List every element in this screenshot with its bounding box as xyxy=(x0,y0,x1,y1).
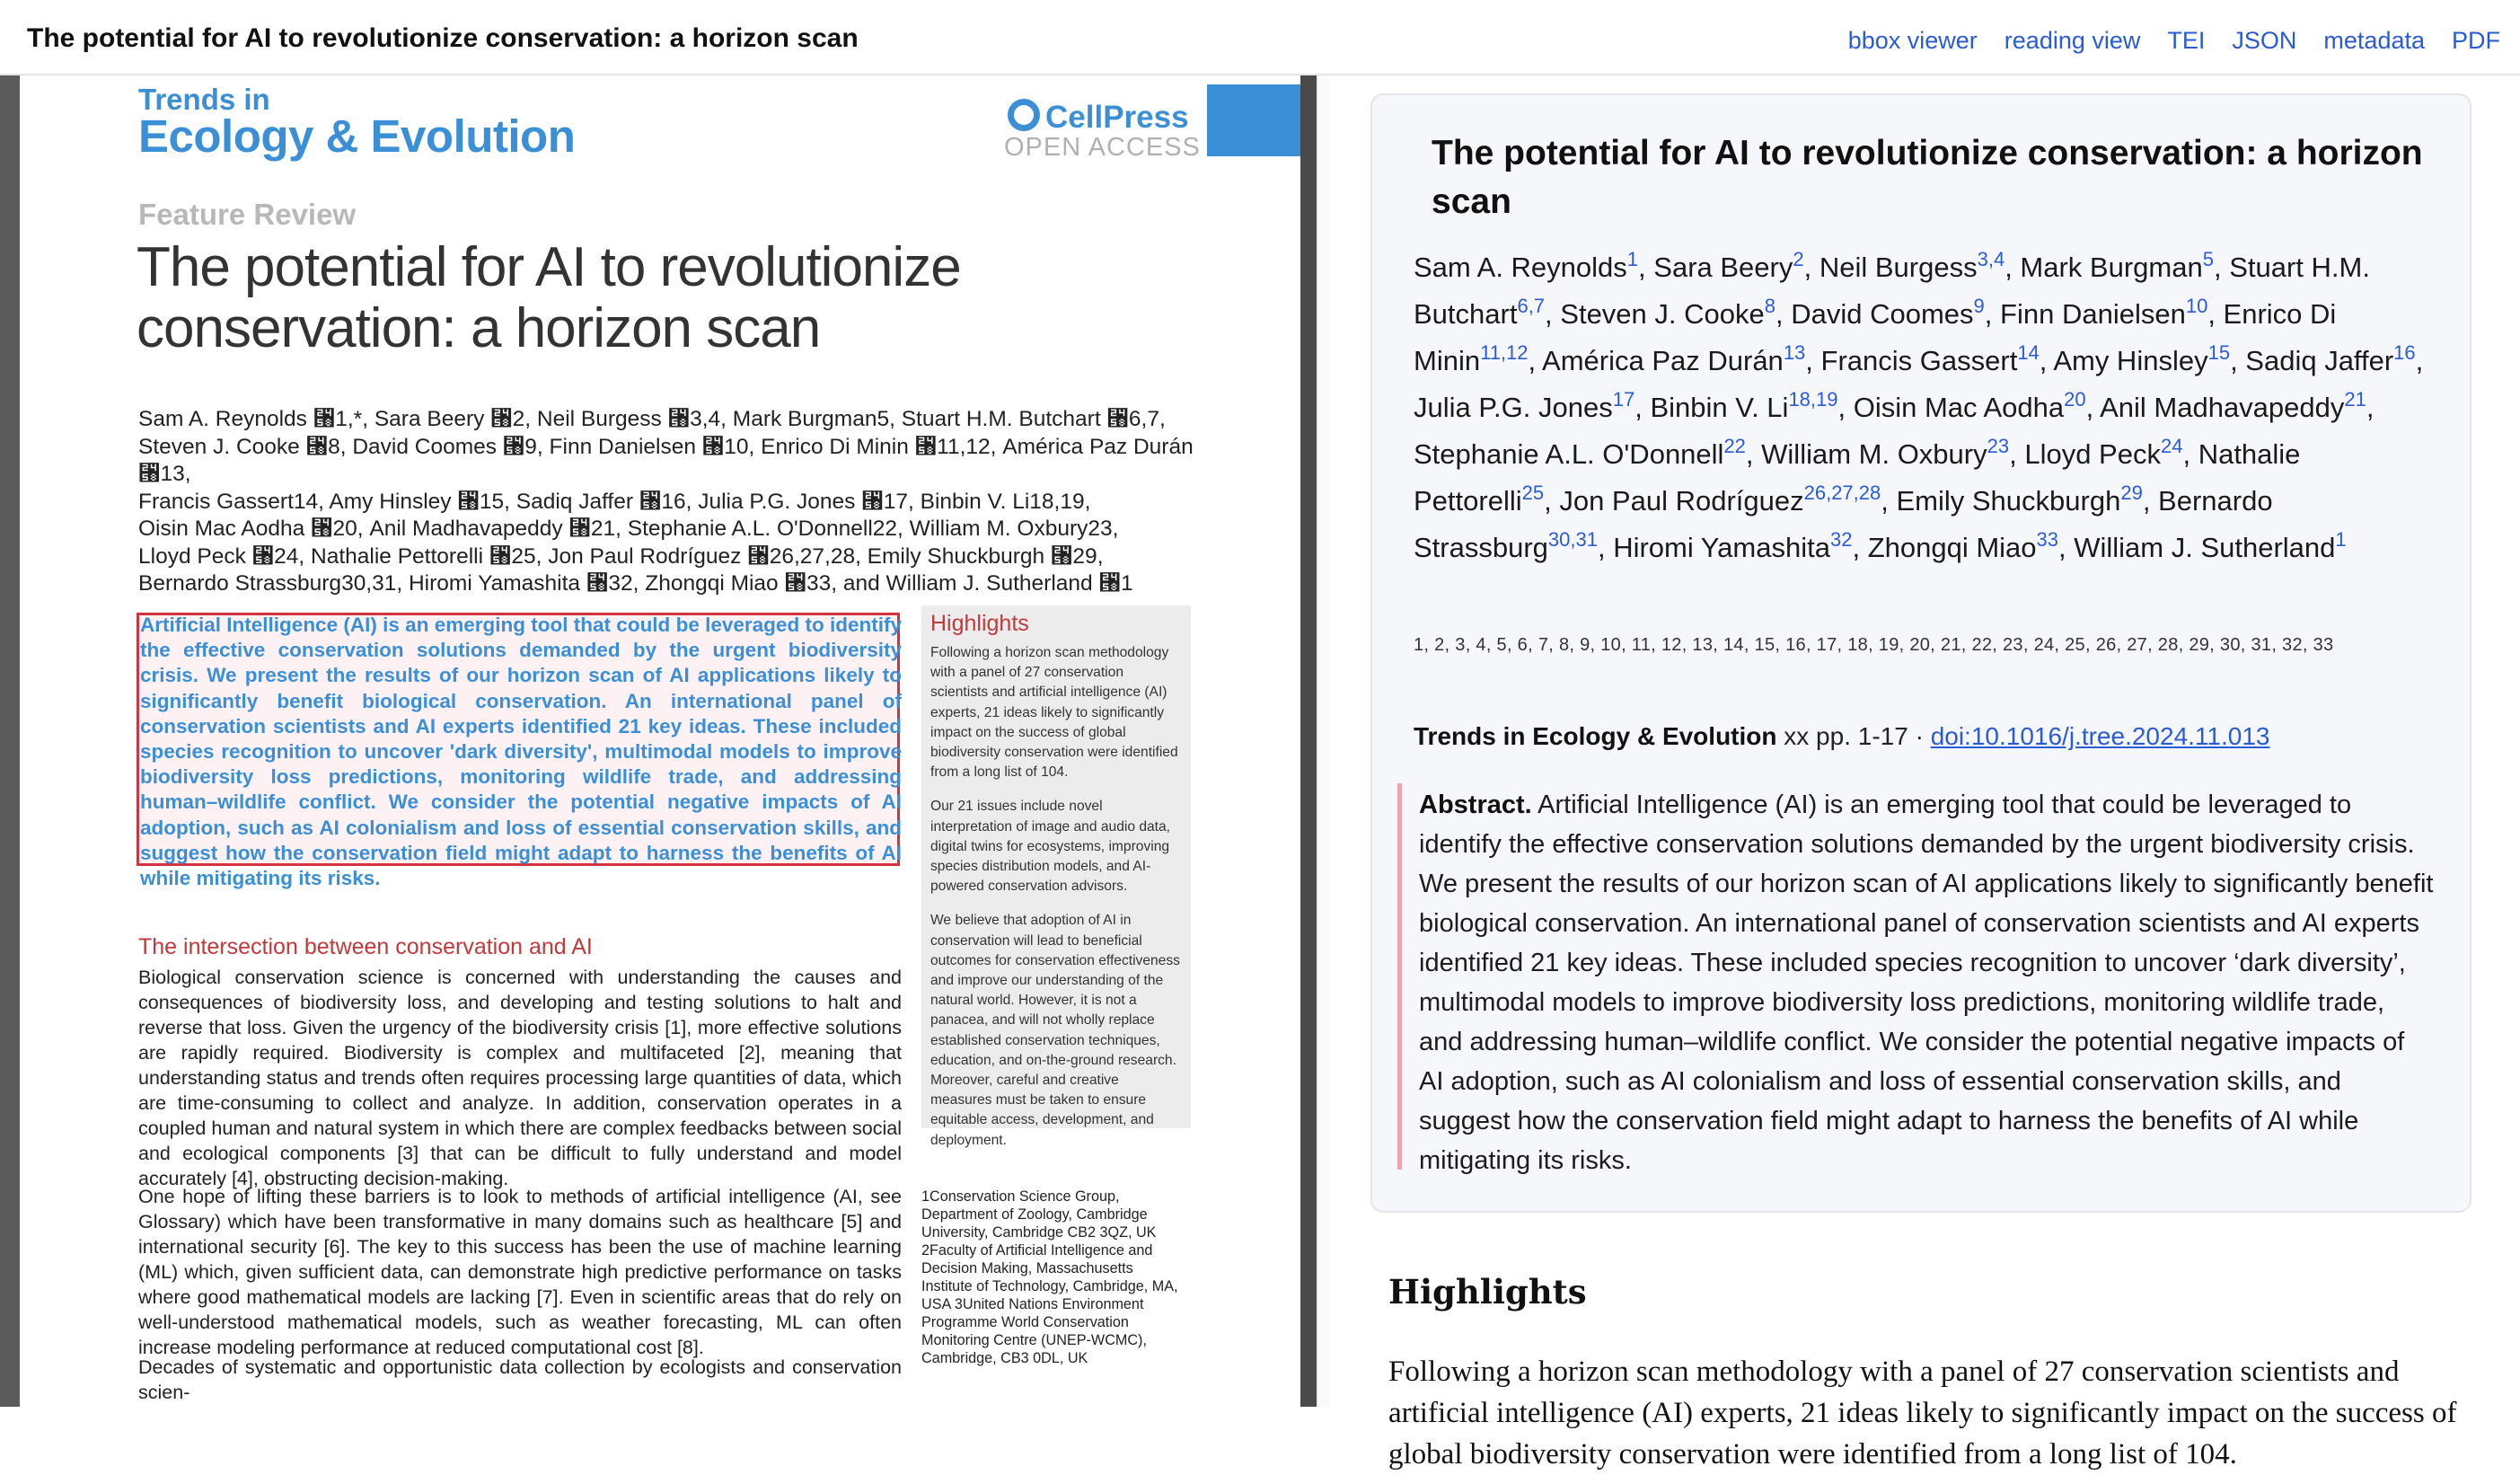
author-line: Sam A. Reynolds ⑘1,*, Sara Beery ⑘2, Neil Burgess ⑘3,4, Mark Burgman5, Stuart H.M. Butchart ⑘6,7, xyxy=(138,407,1166,431)
author-name: Stephanie A.L. O'Donnell xyxy=(1414,438,1724,470)
doi-link[interactable]: doi:10.1016/j.tree.2024.11.013 xyxy=(1930,722,2270,750)
affiliation-ref[interactable]: 33 xyxy=(2036,528,2059,551)
affiliation-ref[interactable]: 18,19 xyxy=(1788,388,1838,411)
pdf-margin-left xyxy=(0,75,20,1407)
author-line: Francis Gassert14, Amy Hinsley ⑘15, Sadiq Jaffer ⑘16, Julia P.G. Jones ⑘17, Binbin V. Li18,19, xyxy=(138,489,1091,514)
author-entry xyxy=(1613,528,1853,563)
pdf-affiliations: 1Conservation Science Group, Department of Zoology, Cambridge University, Cambridge CB2 3QZ, UK 2Faculty of Artificial Intelligence and Decision Making, Massachusetts Institute of Technology, Cambridge, MA, USA 3United Nations Environment Programme World Conservation Monitoring Centre (UNEP-WCMC), Cambridge, CB3 0DL, UK xyxy=(921,1188,1178,1366)
author-name: Zhongqi Miao xyxy=(1867,532,2037,563)
affiliation-ref[interactable]: 25 xyxy=(1521,481,1545,504)
author-entry xyxy=(1653,248,1804,283)
author-line: Lloyd Peck ⑘24, Nathalie Pettorelli ⑘25, Jon Paul Rodríguez ⑘26,27,28, Emily Shuckburgh ⑘29, xyxy=(138,543,1104,569)
json-link[interactable]: JSON xyxy=(2232,27,2297,54)
author-entry xyxy=(1867,528,2059,563)
page-range: xx pp. 1-17 · xyxy=(1784,722,1924,750)
source-line xyxy=(1414,722,2269,751)
author-entry xyxy=(2245,341,2416,376)
author-entry xyxy=(1791,295,1985,330)
author-entry xyxy=(1414,248,1639,283)
author-name: Binbin V. Li xyxy=(1650,392,1789,423)
affiliation-ref[interactable]: 20 xyxy=(2064,388,2086,411)
body-paragraph-2: One hope of lifting these barriers is to look to methods of artificial intelligence (AI, see Glossary) which have been transformative in many domains such as healthcare [5] and international security [6]. The key to this success has been the use of machine learning (ML) which, given sufficient data, can demonstrate high predictive performance on tasks where good mathematical models are lacking [7]. Even in scientific areas that do rely on well-understood mathematical models, such as weather forecasting, ML can often increase modeling performance at reduced computational cost [8]. xyxy=(138,1186,902,1358)
journal-color-block xyxy=(1207,84,1300,156)
affiliation-ref[interactable]: 30,31 xyxy=(1547,528,1598,551)
affiliation-ref[interactable]: 32 xyxy=(1829,528,1853,551)
affiliation-ref[interactable]: 1 xyxy=(1626,248,1639,270)
document-title: The potential for AI to revolutionize conservation: a horizon scan xyxy=(27,23,859,53)
author-entry xyxy=(2024,435,2183,470)
affiliation-ref[interactable]: 6,7 xyxy=(1517,295,1546,317)
tei-link[interactable]: TEI xyxy=(2167,27,2206,54)
affiliation-ref[interactable]: 3,4 xyxy=(1977,248,2005,270)
author-name: América Paz Durán xyxy=(1542,345,1784,376)
journal-name-small: Trends in xyxy=(138,83,270,116)
pdf-page xyxy=(20,75,1300,1407)
pdf-link[interactable]: PDF xyxy=(2452,27,2500,54)
affiliation-ref[interactable]: 9 xyxy=(1973,295,1985,317)
author-name: Lloyd Peck xyxy=(2024,438,2161,470)
author-name: Mark Burgman xyxy=(2020,252,2203,283)
affiliation-ref[interactable]: 24 xyxy=(2160,435,2183,457)
affiliation-ref[interactable]: 8 xyxy=(1764,295,1775,317)
author-entry xyxy=(1820,341,2040,376)
author-entry xyxy=(1650,388,1838,423)
pdf-viewer-pane[interactable] xyxy=(0,75,1317,1407)
body-paragraph-3: Decades of systematic and opportunistic data collection by ecologists and conservation scien- xyxy=(138,1356,902,1403)
affiliation-ref[interactable]: 16 xyxy=(2393,341,2416,364)
author-entry xyxy=(2053,341,2231,376)
author-name: Jon Paul Rodríguez xyxy=(1559,485,1804,517)
author-name: Sadiq Jaffer xyxy=(2245,345,2394,376)
affiliation-ref[interactable]: 29 xyxy=(2120,481,2143,504)
reading-view-pane[interactable] xyxy=(1329,75,2520,1471)
highlights-heading: Highlights xyxy=(1388,1272,1587,1312)
reading-author-list: Sam A. Reynolds$^1$, Sara Beery$^2$, Neil Burgess$^{3,4}$, Mark Burgman$^5$, Stuart H.M. Butchart$^{6,7}$, Steven J. Cooke$^8$, David Coomes$^9$, Finn Danielsen$^{10}$, Enrico Di Minin$^{11,12}$, América Paz Durán$^{13}$, Francis Gassert$^{14}$, Amy Hinsley$^{15}$, Sadiq Jaffer$^{16}$, Julia P.G. Jones$^{17}$, Binbin V. Li$^{18,19}$, Oisin Mac Aodha$^{20}$, Anil Madhavapeddy$^{21}$, Stephanie A.L. O'Donnell$^{22}$, William M. Oxbury$^{23}$, Lloyd Peck$^{24}$, Nathalie Pettorelli$^{25}$, Jon Paul Rodríguez$^{26,27,28}$, Emily Shuckburgh$^{29}$, Bernardo Strassburg$^{30,31}$, Hiromi Yamashita$^{32}$, Zhongqi Miao$^{33}$, William J. Sutherland$^1$ xyxy=(1414,248,2424,563)
pane-divider[interactable] xyxy=(1317,75,1329,1407)
body-paragraph-1: Biological conservation science is concerned with understanding the causes and consequences of biodiversity loss, and developing and testing solutions to halt and reverse that loss. Given the urgency of the biodiversity crisis [1], more effective solutions are rapidly required. Biodiversity is complex and multifaceted [2], meaning that understanding status and trends often requires processing large quantities of data, which are time-consuming to collect and analyze. In addition, conservation operates in a coupled human and natural system in which there are complex feedbacks between social and ecological components [3] that can be difficult to fully understand and model accurately [4], obstructing decision-making. xyxy=(138,967,902,1189)
abstract-label: Abstract. xyxy=(1419,790,1532,819)
author-name: William J. Sutherland xyxy=(2074,532,2336,563)
open-access-label: OPEN ACCESS xyxy=(1004,133,1201,162)
affiliation-ref[interactable]: 13 xyxy=(1783,341,1806,364)
author-name: Enrico Di Minin xyxy=(1414,298,2337,376)
section-heading: The intersection between conservation and AI xyxy=(138,934,593,959)
view-links xyxy=(1848,27,2500,55)
top-bar xyxy=(0,0,2520,75)
highlight-paragraph: Following a horizon scan methodology with a panel of 27 conservation scientists and artificial intelligence (AI) experts, 21 ideas likely to significantly impact on the success of global biodiversity conservation were identified from a long list of 104. xyxy=(930,645,1178,781)
author-entry xyxy=(2100,388,2366,423)
affiliation-numbers: 1, 2, 3, 4, 5, 6, 7, 8, 9, 10, 11, 12, 13, 14, 15, 16, 17, 18, 19, 20, 21, 22, 23, 24, 25, 26, 27, 28, 29, 30, 31, 32, 33 xyxy=(1414,635,2334,655)
author-name: Sara Beery xyxy=(1653,252,1793,283)
journal-name: Ecology & Evolution xyxy=(138,110,576,162)
author-entry xyxy=(1414,435,1746,470)
pdf-abstract: Artificial Intelligence (AI) is an emerging tool that could be leveraged to identify the effective conservation solutions demanded by the urgent biodiversity crisis. We present the results of our horizon scan of AI applications likely to significantly benefit biological conservation. An international panel of conservation scientists and AI experts identified 21 key ideas. These included species recognition to uncover 'dark diversity', multimodal models to improve biodiversity loss predictions, monitoring wildlife trade, and addressing human–wildlife conflict. We consider the potential negative impacts of AI adoption, such as AI colonialism and loss of essential conservation skills, and suggest how the conservation field might adapt to harness the benefits of AI while mitigating its risks. xyxy=(140,614,902,890)
author-name: Nathalie Pettorelli xyxy=(1414,438,2301,517)
affiliation-ref[interactable]: 21 xyxy=(2344,388,2366,411)
author-name: Steven J. Cooke xyxy=(1560,298,1765,330)
author-name: Emily Shuckburgh xyxy=(1896,485,2121,517)
author-entry xyxy=(1560,295,1775,330)
reading-abstract xyxy=(1419,785,2434,1180)
affiliation-ref[interactable]: 5 xyxy=(2202,248,2214,270)
author-name: Bernardo Strassburg xyxy=(1414,485,2273,563)
highlight-paragraph: Our 21 issues include novel interpretation of image and audio data, digital twins for ecosystems, improving species distribution models, and AI-powered conservation advisors. xyxy=(930,799,1171,895)
author-entry xyxy=(1761,435,2010,470)
author-entry xyxy=(2020,248,2214,283)
bbox-viewer-link[interactable]: bbox viewer xyxy=(1847,27,1978,54)
author-line: Steven J. Cooke ⑘8, David Coomes ⑘9, Finn Danielsen ⑘10, Enrico Di Minin ⑘11,12, América Paz Durán ⑘13, xyxy=(138,434,1194,486)
author-name: Francis Gassert xyxy=(1820,345,2018,376)
pdf-paper-title: The potential for AI to revolutionize conservation: a horizon scan xyxy=(137,236,961,359)
affiliation-ref[interactable]: 17 xyxy=(1612,388,1635,411)
affiliation-ref[interactable]: 2 xyxy=(1793,248,1804,270)
author-entry xyxy=(1896,481,2143,517)
author-name: Amy Hinsley xyxy=(2053,345,2208,376)
pdf-author-list xyxy=(138,406,1216,598)
highlights-body: Following a horizon scan methodology with a panel of 27 conservation scientists and artificial intelligence (AI) experts, 21 ideas likely to significantly impact on the success of global biodiversity conservation were identified from a long list of 104. xyxy=(1388,1356,2457,1471)
author-line: Bernardo Strassburg30,31, Hiromi Yamashita ⑘32, Zhongqi Miao ⑘33, and William J. Sutherland ⑘1 xyxy=(138,571,1133,596)
affiliation-ref[interactable]: 22 xyxy=(1723,435,1746,457)
publisher-name: CellPress xyxy=(1045,100,1189,135)
author-name: Anil Madhavapeddy xyxy=(2100,392,2345,423)
author-name: Sam A. Reynolds xyxy=(1414,252,1627,283)
reading-title: The potential for AI to revolutionize conservation: a horizon scan xyxy=(1432,134,2423,221)
author-name: Stuart H.M. Butchart xyxy=(1414,252,2370,330)
author-name: Finn Danielsen xyxy=(2000,298,2186,330)
affiliation-ref[interactable]: 15 xyxy=(2207,341,2231,364)
publisher-logo xyxy=(1008,99,1189,136)
article-type: Feature Review xyxy=(138,198,357,231)
affiliation-ref[interactable]: 11,12 xyxy=(1480,341,1529,364)
affiliation-ref[interactable]: 10 xyxy=(2185,295,2208,317)
author-name: Neil Burgess xyxy=(1819,252,1978,283)
highlight-paragraph: We believe that adoption of AI in conservation will lead to beneficial outcomes for conservation effectiveness and improve our understanding of the natural world. However, it is not a panacea, and will not wholly replace established conservation techniques, education, and on-the-ground research. Moreover, careful and creative measures must be taken to ensure equitable access, development, and deployment. xyxy=(930,913,1180,1148)
author-entry xyxy=(2000,295,2208,330)
highlights-title: Highlights xyxy=(930,611,1029,636)
author-name: Oisin Mac Aodha xyxy=(1853,392,2065,423)
abstract-text: Artificial Intelligence (AI) is an emerging tool that could be leveraged to identify the effective conservation solutions demanded by the urgent biodiversity crisis. We present the results of our horizon scan of AI applications likely to significantly benefit biological conservation. An international panel of conservation scientists and AI experts identified 21 key ideas. These included species recognition to uncover ‘dark diversity’, multimodal models to improve biodiversity loss predictions, monitoring wildlife trade, and addressing human–wildlife conflict. We consider the potential negative impacts of AI adoption, such as AI colonialism and loss of essential conservation skills, and suggest how the conservation field might adapt to harness the benefits of AI while mitigating its risks. xyxy=(1419,790,2434,1175)
pdf-margin-right xyxy=(1300,75,1317,1407)
reading-view-link[interactable]: reading view xyxy=(2004,27,2141,54)
author-entry xyxy=(2074,528,2347,563)
author-name: Julia P.G. Jones xyxy=(1414,392,1613,423)
affiliation-ref[interactable]: 1 xyxy=(2335,528,2347,551)
author-name: Hiromi Yamashita xyxy=(1613,532,1830,563)
affiliation-ref[interactable]: 26,27,28 xyxy=(1803,481,1881,504)
abstract-accent-bar xyxy=(1397,783,1402,1170)
affiliation-ref[interactable]: 23 xyxy=(1987,435,2010,457)
cellpress-icon xyxy=(1008,99,1040,131)
author-line: Oisin Mac Aodha ⑘20, Anil Madhavapeddy ⑘21, Stephanie A.L. O'Donnell22, William M. Oxbury23, xyxy=(138,517,1119,541)
affiliation-ref[interactable]: 14 xyxy=(2017,341,2040,364)
author-entry xyxy=(1853,388,2086,423)
metadata-link[interactable]: metadata xyxy=(2323,27,2425,54)
author-entry xyxy=(1559,481,1881,517)
journal-title: Trends in Ecology & Evolution xyxy=(1414,722,1777,750)
author-name: David Coomes xyxy=(1791,298,1974,330)
author-name: William M. Oxbury xyxy=(1761,438,1987,470)
author-entry xyxy=(1819,248,2005,283)
author-entry xyxy=(1542,341,1806,376)
author-entry xyxy=(1414,388,1635,423)
highlights-text xyxy=(930,643,1184,1165)
